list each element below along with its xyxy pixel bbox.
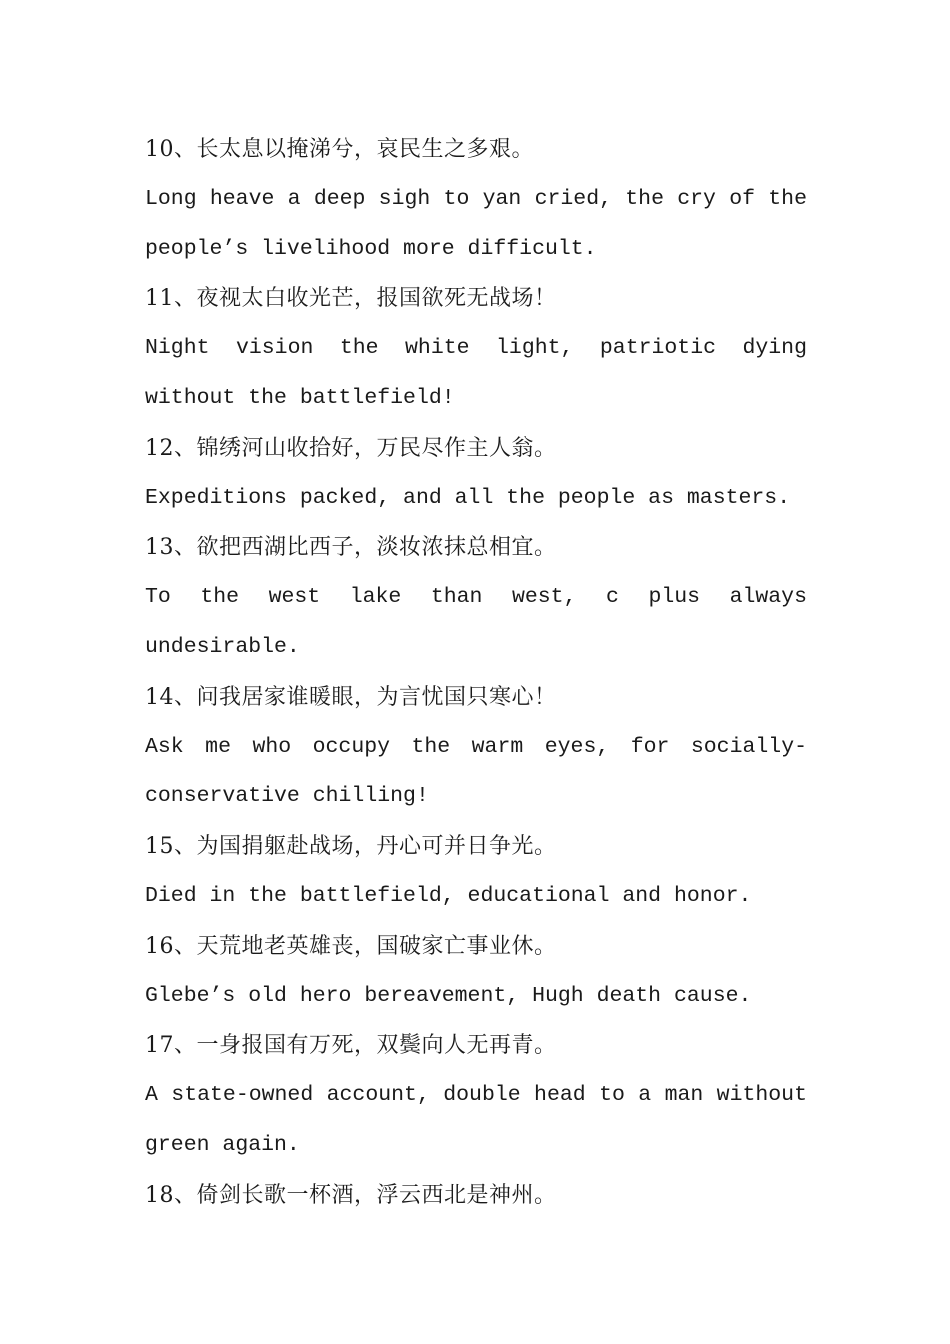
entry-12-english-line-1: Expeditions packed, and all the people as masters. bbox=[145, 485, 791, 510]
entry-14-english-line-2: conservative chilling! bbox=[145, 784, 429, 809]
entry-10-english-line-2: people’s livelihood more difficult. bbox=[145, 236, 597, 261]
entry-18-chinese: 18、倚剑长歌一杯酒，浮云西北是神州。 bbox=[145, 1182, 557, 1208]
entry-16-chinese: 16、天荒地老英雄丧，国破家亡事业休。 bbox=[145, 933, 557, 959]
entry-17-english-line-2: green again. bbox=[145, 1132, 300, 1157]
entry-13-chinese: 13、欲把西湖比西子，淡妆浓抹总相宜。 bbox=[145, 535, 557, 561]
document-body bbox=[145, 125, 807, 1221]
entry-17-english-line-1: A state-owned account, double head to a man without bbox=[145, 1083, 807, 1108]
entry-10-english-line-1: Long heave a deep sigh to yan cried, the cry of the bbox=[145, 186, 807, 211]
entry-11-english-line-2: without the battlefield! bbox=[145, 385, 455, 410]
entry-15-chinese: 15、为国捐躯赴战场，丹心可并日争光。 bbox=[145, 834, 557, 860]
entry-13-english-line-1: To the west lake than west, c plus always bbox=[145, 585, 807, 610]
entry-11-chinese: 11、夜视太白收光芒，报国欲死无战场！ bbox=[145, 286, 557, 312]
entry-14-chinese: 14、问我居家谁暖眼，为言忧国只寒心！ bbox=[145, 684, 557, 710]
entry-10-chinese: 10、长太息以掩涕兮，哀民生之多艰。 bbox=[145, 137, 534, 162]
entry-15-english-line-1: Died in the battlefield, educational and honor. bbox=[145, 883, 752, 908]
entry-11-english-line-1: Night vision the white light, patriotic dying bbox=[145, 336, 807, 361]
entry-12-chinese: 12、锦绣河山收拾好，万民尽作主人翁。 bbox=[145, 435, 557, 461]
entry-14-english-line-1: Ask me who occupy the warm eyes, for socially- bbox=[145, 734, 807, 759]
entry-17-chinese: 17、一身报国有万死，双鬓向人无再青。 bbox=[145, 1033, 557, 1059]
entry-16-english-line-1: Glebe’s old hero bereavement, Hugh death cause. bbox=[145, 983, 752, 1008]
entry-13-english-line-2: undesirable. bbox=[145, 634, 300, 659]
